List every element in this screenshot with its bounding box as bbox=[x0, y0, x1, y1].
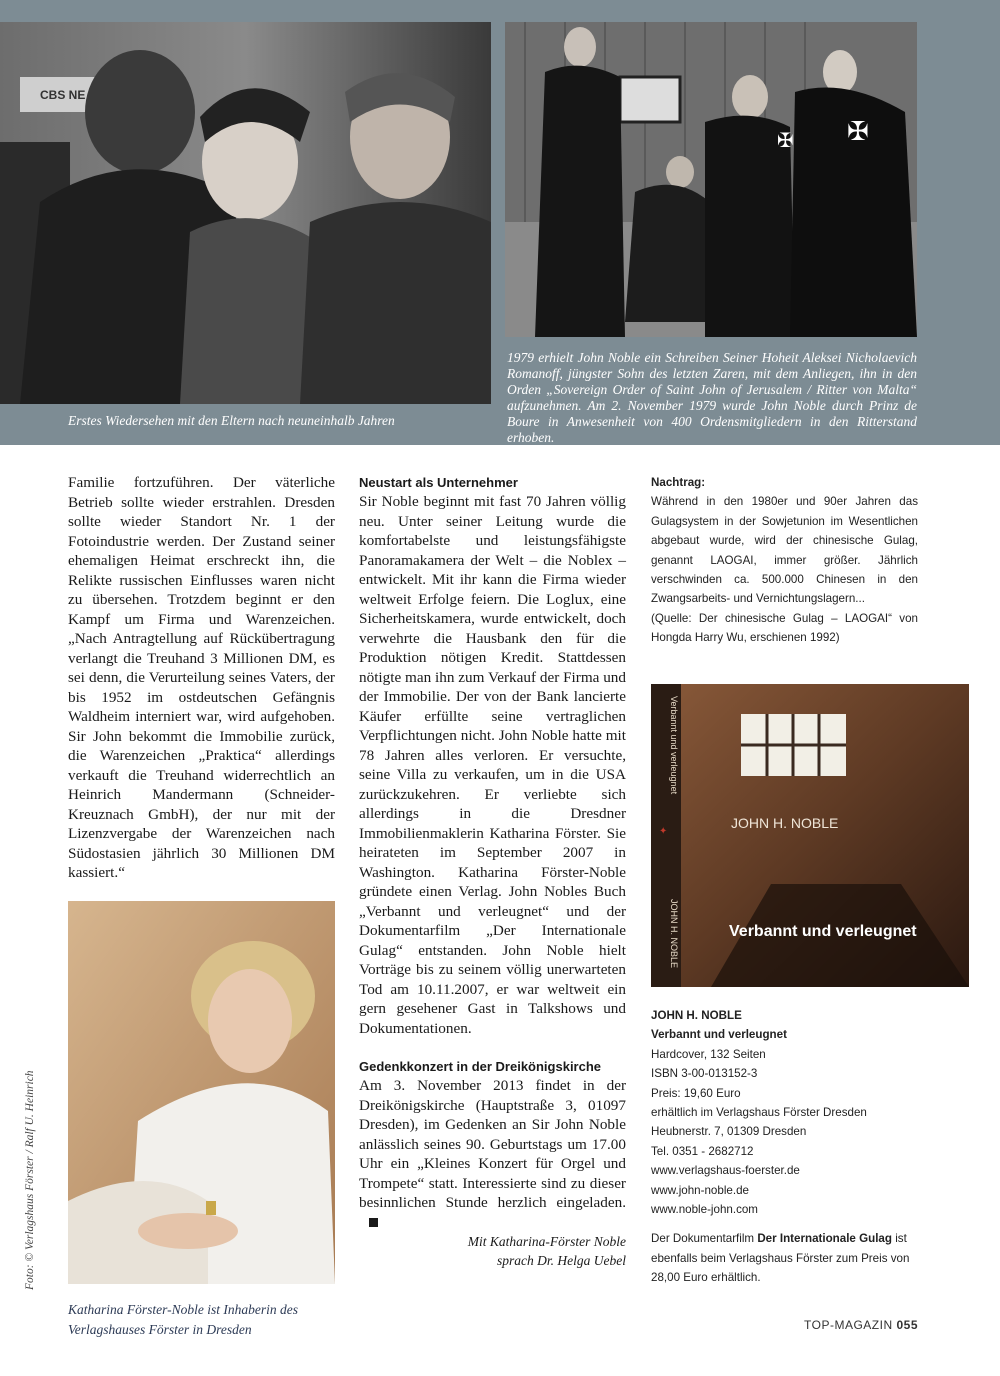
gedenkkonzert-text: Am 3. November 2013 findet in der Dreikönigskirche (Hauptstraße 3, 01097 Dresden), im Gedenken an Sir John Noble anlässlich seines 90. Geburtstags um 17.00 Uhr ein „Kleines Konzert für Orgel und Trompete“ statt. Interessierte sind zu dieser besinnlichen Stunde herzlich eingeladen. bbox=[359, 1077, 626, 1211]
book-info-author: JOHN H. NOBLE bbox=[651, 1009, 742, 1022]
svg-text:✠: ✠ bbox=[777, 128, 794, 152]
john-noble-website-link[interactable]: www.john-noble.de bbox=[651, 1183, 749, 1197]
knighting-photo-graphic bbox=[505, 22, 917, 337]
book-info-line: Tel. 0351 - 2682712 bbox=[651, 1144, 754, 1158]
studio-sign-text: CBS NE bbox=[40, 88, 86, 102]
photo-credit: Foto: © Verlagshaus Förster / Ralf U. Heinrich bbox=[24, 1070, 36, 1290]
page-folio bbox=[804, 1318, 918, 1332]
book-info-title: Verbannt und verleugnet bbox=[651, 1028, 787, 1042]
nachtrag-text: Während in den 1980er und 90er Jahren das Gulagsystem in der Sowjetunion im Wesentlichen abgebaut wurde, wird der chinesische Gulag, genannt LAOGAI, immer größer. Jährlich verschwinden ca. 500.000 Chinesen in den Zwangsarbeits- und Vernichtungslagern... bbox=[651, 495, 918, 606]
page-number: 055 bbox=[896, 1318, 918, 1332]
nachtrag-box bbox=[651, 473, 918, 648]
book-info-line: Hardcover, 132 Seiten bbox=[651, 1047, 766, 1061]
film-info-post: ist ebenfalls beim Verlagshaus Förster zum Preis von 28,00 Euro erhältlich. bbox=[651, 1232, 910, 1285]
magazine-name: TOP-MAGAZIN bbox=[804, 1318, 893, 1332]
svg-text:✦: ✦ bbox=[659, 826, 668, 837]
reunion-photo bbox=[0, 22, 491, 404]
column-1-paragraph: Familie fortzuführen. Der väterliche Betrieb sollte wieder erstrahlen. Dresden sollte wieder Standort Nr. 1 der Fotoindustrie werden. Der Zustand seiner ehemaligen Heimat erschreckt ihn, die Relikte russischen Einflusses waren nicht zu übersehen. Trotzdem beginnt er den Kampf um Firma und Warenzeichen. „Nach Antragtellung auf Rückübertragung verlangt die Treuhand 3 Millionen DM, es sei denn, die Verurteilung seines Vaters, der bis 1952 im ostdeutschen Gefängnis Waldheim interniert war, wird aufgehoben. Sir John bekommt die Immobilie zurück, die Warenzeichen „Praktica“ allerdings verkauft die Treuhand widerrechtlich an Heinrich Mandermann (Schneider-Kreuznach GmbH), der nur mit der Lizenzvergabe der Warenzeichen nach Südostasien jährlich 30 Millionen DM kassiert.“ bbox=[68, 474, 335, 881]
nachtrag-heading: Nachtrag: bbox=[651, 476, 706, 489]
column-2-text bbox=[359, 473, 626, 1270]
book-cover-graphic bbox=[651, 684, 969, 987]
reunion-photo-caption: Erstes Wiedersehen mit den Eltern nach neuneinhalb Jahren bbox=[68, 413, 395, 428]
publisher-website-link[interactable]: www.verlagshaus-foerster.de bbox=[651, 1164, 800, 1178]
book-info bbox=[651, 1006, 918, 1288]
book-spine-title: Verbannt und verleugnet bbox=[669, 696, 679, 795]
film-info-pre: Der Dokumentarfilm bbox=[651, 1232, 758, 1246]
section-heading-gedenkkonzert: Gedenkkonzert in der Dreikönigskirche bbox=[359, 1059, 602, 1074]
book-info-line: Heubnerstr. 7, 01309 Dresden bbox=[651, 1125, 807, 1139]
svg-text:✠: ✠ bbox=[847, 117, 869, 147]
book-cover bbox=[651, 684, 969, 987]
portrait-caption: Katharina Förster-Noble ist Inhaberin des Verlagshauses Förster in Dresden bbox=[68, 1302, 298, 1337]
portrait-photo-graphic bbox=[68, 901, 335, 1284]
book-cover-author: JOHN H. NOBLE bbox=[731, 815, 839, 831]
gedenkkonzert-paragraph bbox=[359, 1076, 626, 1232]
knighting-ceremony-photo bbox=[505, 22, 917, 337]
film-info bbox=[651, 1229, 918, 1287]
book-info-line: erhältlich im Verlagshaus Förster Dresden bbox=[651, 1106, 867, 1120]
reunion-photo-graphic bbox=[0, 22, 491, 404]
section-heading-neustart: Neustart als Unternehmer bbox=[359, 475, 518, 490]
book-info-line: ISBN 3-00-013152-3 bbox=[651, 1067, 758, 1081]
byline-line-2: sprach Dr. Helga Uebel bbox=[497, 1253, 626, 1268]
neustart-paragraph: Sir Noble beginnt mit fast 70 Jahren völlig neu. Unter seiner Leitung wurde die komfortabelste und leistungsfähigste Panoramakamera der Welt – die Noblex – entwickelt. Mit ihr kann die Firma wieder weltweit Erfolge feiern. Die Loglux, eine Sicherheitskamera, wurde entwickelt, doch verwehrte die Hausbank den für die Produktion nötigen Kredit. Stattdessen nötigte man ihn zum Verkauf der Firma und der Immobilie. Der von der Bank lancierte Käufer erfüllte seine vertraglichen Verpflichtungen nicht. John Noble hatte mit 78 Jahren alles verloren. Er versuchte, seine Villa zu verkaufen, um in die USA zurückzukehren. Er verliebte sich allerdings in die Dresdner Immobilienmaklerin Katharina Förster. Sie heirateten im September 2007 in Washington. Katharina Förster-Noble gründete einen Verlag. John Nobles Buch „Verbannt und verleugnet“ und der Dokumentarfilm „Der Internationale Gulag“ entstanden. John Noble hielt Vorträge bis zu seinem völlig unerwarteten Tod am 10.11.2007, er war weltweit ein gern gesehener Gast in Talkshows und Dokumentationen. bbox=[359, 493, 626, 1037]
column-1-text bbox=[68, 473, 335, 883]
end-of-article-mark bbox=[369, 1218, 378, 1227]
film-title: Der Internationale Gulag bbox=[757, 1232, 892, 1246]
book-cover-title: Verbannt und verleugnet bbox=[729, 923, 917, 940]
book-info-line: Preis: 19,60 Euro bbox=[651, 1086, 741, 1100]
portrait-photo bbox=[68, 901, 335, 1284]
byline-line-1: Mit Katharina-Förster Noble bbox=[467, 1234, 626, 1249]
knighting-photo-caption: 1979 erhielt John Noble ein Schreiben Seiner Hoheit Aleksei Nicholaevich Romanoff, jüngster Sohn des letzten Zaren, mit dem Anliegen, ihn in den Orden „Sovereign Order of Saint John of Jerusalem / Ritter von Malta“ aufzunehmen. Am 2. November 1979 wurde John Noble durch Prinz de Boure in Anwesenheit von 400 Ordensmitgliedern in den Ritterstand erhoben. bbox=[507, 350, 917, 445]
nachtrag-quelle: (Quelle: Der chinesische Gulag – LAOGAI“ von Hongda Harry Wu, erschienen 1992) bbox=[651, 611, 918, 645]
book-spine-author: JOHN H. NOBLE bbox=[669, 899, 679, 969]
noble-john-website-link[interactable]: www.noble-john.com bbox=[651, 1203, 758, 1217]
